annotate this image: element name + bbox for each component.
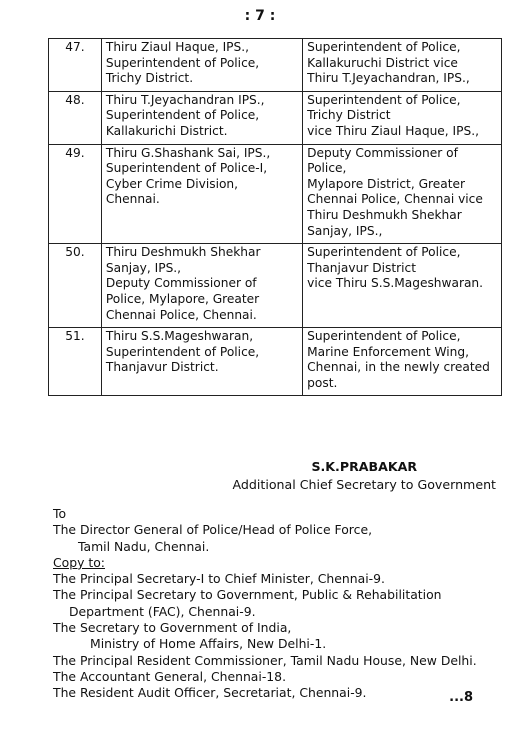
officer-cell xyxy=(101,144,302,244)
copy-line: The Resident Audit Officer, Secretariat, Chennai-9. xyxy=(53,685,367,701)
posting-line: Deputy Commissioner of xyxy=(307,145,458,160)
signatory-title: Additional Chief Secretary to Government xyxy=(232,477,496,492)
officer-line: Superintendent of Police-I, xyxy=(105,161,268,176)
officer-cell xyxy=(101,244,302,328)
posting-cell xyxy=(303,328,502,396)
officer-line: Sanjay, IPS., xyxy=(105,260,182,275)
copy-line: The Secretary to Government of India, xyxy=(53,620,292,636)
posting-cell xyxy=(303,244,502,328)
officer-line: Superintendent of Police, xyxy=(105,108,260,123)
posting-line: Thiru T.Jeyachandran, IPS., xyxy=(307,71,470,86)
officer-line: Chennai Police, Chennai. xyxy=(105,307,257,322)
posting-line: Superintendent of Police, xyxy=(307,40,461,54)
copy-to-label: Copy to: xyxy=(53,554,105,570)
officer-line: Thanjavur District. xyxy=(105,360,219,375)
serial-number: 51. xyxy=(49,328,102,396)
posting-line: vice Thiru Ziaul Haque, IPS., xyxy=(307,123,479,138)
distribution-list xyxy=(53,506,477,702)
officer-line: Kallakurichi District. xyxy=(105,123,228,138)
copy-line: The Accountant General, Chennai-18. xyxy=(53,668,287,684)
officer-line: Cyber Crime Division, xyxy=(105,176,239,191)
to-line: The Director General of Police/Head of Police Force, xyxy=(53,522,373,538)
officer-line: Superintendent of Police, xyxy=(105,55,260,70)
posting-line: Mylapore District, Greater xyxy=(307,176,466,191)
officer-line: Thiru G.Shashank Sai, IPS., xyxy=(105,145,271,160)
copy-line: The Principal Secretary to Government, Public & Rehabilitation xyxy=(53,587,442,603)
posting-line: Thiru Deshmukh Shekhar xyxy=(307,207,462,222)
posting-line: Kallakuruchi District vice xyxy=(307,55,458,70)
posting-line: Thanjavur District xyxy=(307,260,416,275)
officer-line: Thiru S.S.Mageshwaran, xyxy=(105,329,254,344)
posting-cell xyxy=(303,39,502,92)
copy-line: Department (FAC), Chennai-9. xyxy=(69,603,256,619)
officer-line: Superintendent of Police, xyxy=(105,344,260,359)
page-number: : 7 : xyxy=(244,8,276,24)
transfer-table xyxy=(48,38,502,396)
signatory-name: S.K.PRABAKAR xyxy=(311,459,418,474)
posting-line: Trichy District xyxy=(307,108,391,123)
posting-line: Sanjay, IPS., xyxy=(307,223,383,238)
officer-line: Thiru Ziaul Haque, IPS., xyxy=(105,40,249,54)
officer-line: Thiru T.Jeyachandran IPS., xyxy=(105,92,265,107)
posting-line: Superintendent of Police, xyxy=(307,92,461,107)
officer-line: Thiru Deshmukh Shekhar xyxy=(105,245,261,260)
posting-line: Chennai, in the newly created xyxy=(307,360,490,375)
posting-line: post. xyxy=(307,375,338,390)
officer-line: Deputy Commissioner of xyxy=(105,276,257,291)
table-row xyxy=(49,91,502,144)
table-row xyxy=(49,39,502,92)
officer-cell xyxy=(101,91,302,144)
posting-line: Police, xyxy=(307,161,347,176)
posting-line: Superintendent of Police, xyxy=(307,329,461,344)
posting-cell xyxy=(303,91,502,144)
posting-line: Chennai Police, Chennai vice xyxy=(307,192,483,207)
copy-line: The Principal Resident Commissioner, Tamil Nadu House, New Delhi. xyxy=(53,652,477,668)
officer-cell xyxy=(101,328,302,396)
serial-number: 49. xyxy=(49,144,102,244)
posting-line: vice Thiru S.S.Mageshwaran. xyxy=(307,276,484,291)
officer-line: Police, Mylapore, Greater xyxy=(105,291,260,306)
officer-cell xyxy=(101,39,302,92)
posting-line: Superintendent of Police, xyxy=(307,245,461,260)
posting-line: Marine Enforcement Wing, xyxy=(307,344,470,359)
table-row xyxy=(49,244,502,328)
table-row xyxy=(49,144,502,244)
serial-number: 50. xyxy=(49,244,102,328)
serial-number: 48. xyxy=(49,91,102,144)
serial-number: 47. xyxy=(49,39,102,92)
to-line: Tamil Nadu, Chennai. xyxy=(78,538,210,554)
to-label: To xyxy=(53,506,67,521)
officer-line: Chennai. xyxy=(105,192,160,207)
copy-line: The Principal Secretary-I to Chief Minister, Chennai-9. xyxy=(53,571,385,587)
officer-line: Trichy District. xyxy=(105,71,194,86)
signatory-block xyxy=(233,458,496,494)
posting-cell xyxy=(303,144,502,244)
copy-line: Ministry of Home Affairs, New Delhi-1. xyxy=(90,636,327,652)
table-row xyxy=(49,328,502,396)
continued-marker: ...8 xyxy=(449,690,473,705)
